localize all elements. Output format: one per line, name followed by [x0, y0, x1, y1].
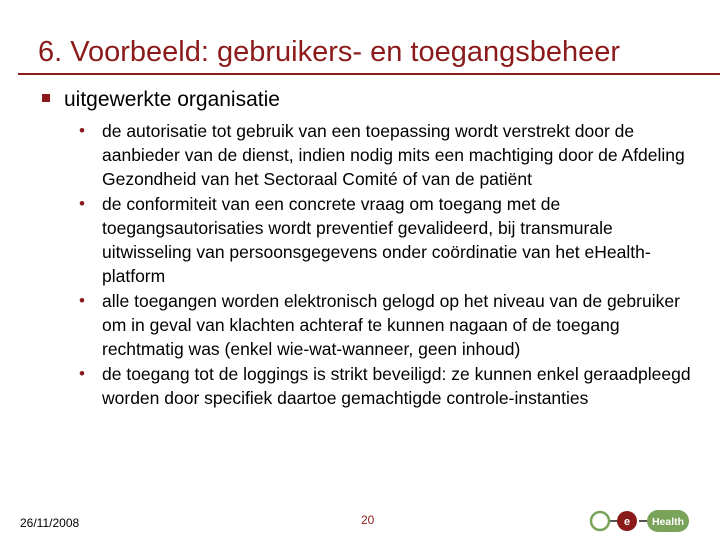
svg-text:e: e	[623, 516, 631, 528]
page-number: 20	[361, 513, 375, 527]
bullet-icon: •	[79, 121, 85, 140]
title-underline	[18, 73, 720, 75]
list-item-text: alle toegangen worden elektronisch gelogd op het niveau van de gebruiker om in geval van klachten achteraf te kunnen nagaan of de toegang rechtmatig was (enkel wie-wat-wanneer, geen inhoud)	[102, 291, 680, 359]
list-item-text: de conformiteit van een concrete vraag om toegang met de toegangsautorisaties wordt preventief gevalideerd, bij transmurale uitwisseling van persoonsgegevens onder coördinatie van het eHealth-platform	[102, 194, 651, 286]
bullet-list	[79, 119, 699, 411]
list-item	[79, 192, 699, 288]
svg-text:Health: Health	[651, 516, 685, 528]
footer-date: 26/11/2008	[20, 516, 80, 530]
slide-title: 6. Voorbeeld: gebruikers- en toegangsbeheer	[38, 36, 621, 68]
section-heading-text: uitgewerkte organisatie	[64, 88, 280, 111]
list-item-text: de autorisatie tot gebruik van een toepassing wordt verstrekt door de aanbieder van de dienst, indien nodig mits een machtiging door de Afdeling Gezondheid van het Sectoraal Comité of van de patiënt	[102, 121, 685, 189]
bullet-icon: •	[79, 291, 85, 310]
ehealth-logo	[589, 505, 719, 537]
bullet-icon: •	[79, 194, 85, 213]
bullet-icon: •	[79, 364, 85, 383]
list-item	[79, 362, 699, 410]
list-item	[79, 289, 699, 361]
section-heading	[42, 88, 280, 112]
square-bullet-icon	[42, 94, 50, 102]
list-item	[79, 119, 699, 191]
list-item-text: de toegang tot de loggings is strikt beveiligd: ze kunnen enkel geraadpleegd worden door specifiek daartoe gemachtigde controle-instanties	[102, 364, 691, 408]
